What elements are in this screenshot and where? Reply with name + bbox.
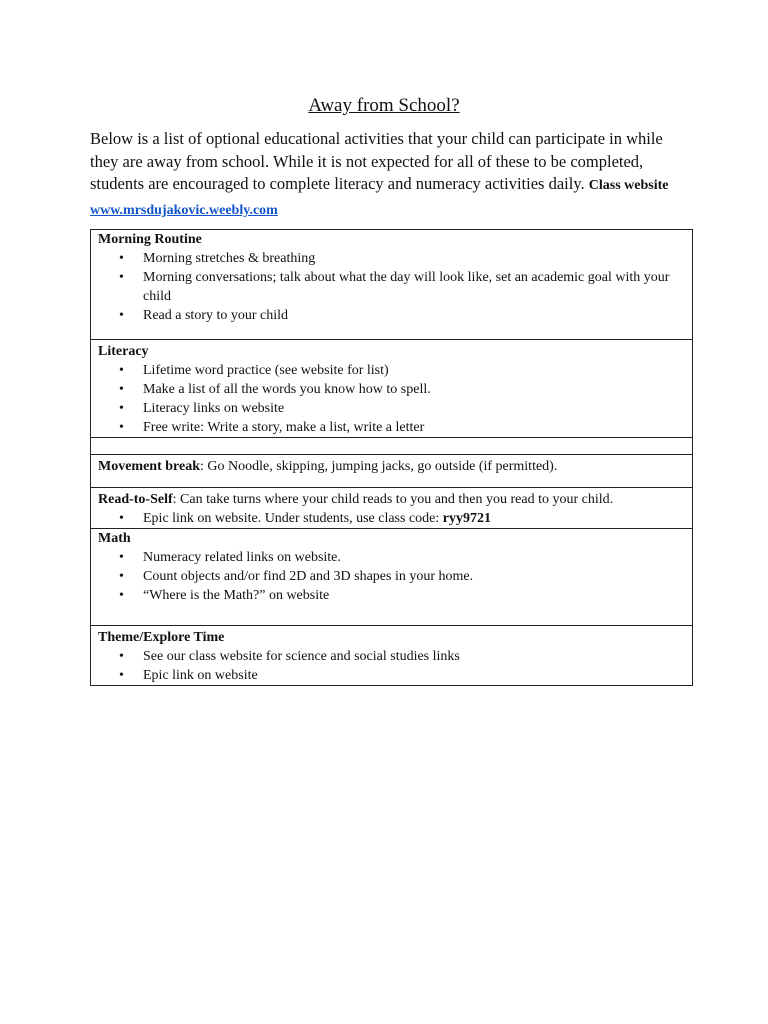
read-to-self-cell [91, 488, 693, 529]
section-title-theme-explore: Theme/Explore Time [98, 630, 225, 645]
read-to-self-text: : Can take turns where your child reads to you and then you read to your child. [172, 492, 614, 507]
epic-instruction-text: Epic link on website. Under students, use class code: [143, 511, 443, 526]
section-title-movement-break: Movement break [98, 459, 200, 474]
morning-routine-list [98, 249, 685, 325]
list-item: • Lifetime word practice (see website for list) [143, 361, 685, 380]
theme-explore-row [91, 626, 693, 686]
empty-row [91, 438, 693, 455]
section-title-morning-routine: Morning Routine [98, 232, 202, 247]
list-item: • Morning stretches & breathing [143, 249, 685, 268]
movement-break-cell [91, 455, 693, 488]
list-item: • Free write: Write a story, make a list, write a letter [143, 418, 685, 437]
movement-break-text: : Go Noodle, skipping, jumping jacks, go outside (if permitted). [200, 459, 558, 474]
list-item: • Numeracy related links on website. [143, 548, 685, 567]
math-list [98, 548, 685, 605]
read-to-self-list [98, 509, 685, 528]
intro-text: Below is a list of optional educational activities that your child can participate in while they are away from school. While it is not expected for all of these to be completed, students are encouraged to complete literacy and numeracy activities daily. [90, 129, 663, 193]
list-item [143, 509, 685, 528]
section-title-literacy: Literacy [98, 344, 149, 359]
movement-break-row [91, 455, 693, 488]
theme-explore-cell [91, 626, 693, 686]
math-cell [91, 529, 693, 626]
section-title-math: Math [98, 531, 131, 546]
class-website-label: Class website [588, 178, 669, 193]
math-row [91, 529, 693, 626]
list-item: • Read a story to your child [143, 306, 685, 325]
intro-paragraph [90, 128, 690, 222]
list-item: • Count objects and/or find 2D and 3D shapes in your home. [143, 567, 685, 586]
list-item: • Morning conversations; talk about what the day will look like, set an academic goal with your child [143, 268, 685, 306]
theme-explore-list [98, 647, 685, 685]
list-item: • Make a list of all the words you know how to spell. [143, 380, 685, 399]
list-item: • Literacy links on website [143, 399, 685, 418]
list-item: • Epic link on website [143, 666, 685, 685]
list-item: • See our class website for science and social studies links [143, 647, 685, 666]
activities-table [90, 229, 693, 686]
empty-cell [91, 438, 693, 455]
morning-routine-cell [91, 230, 693, 340]
list-item: • “Where is the Math?” on website [143, 586, 685, 605]
literacy-cell [91, 340, 693, 438]
literacy-list [98, 361, 685, 437]
literacy-row [91, 340, 693, 438]
page-title: Away from School? [308, 95, 460, 116]
class-code: ryy9721 [442, 511, 491, 526]
section-title-read-to-self: Read-to-Self [98, 492, 173, 507]
class-website-link[interactable]: www.mrsdujakovic.weebly.com [90, 202, 278, 218]
read-to-self-row [91, 488, 693, 529]
morning-routine-row [91, 230, 693, 340]
